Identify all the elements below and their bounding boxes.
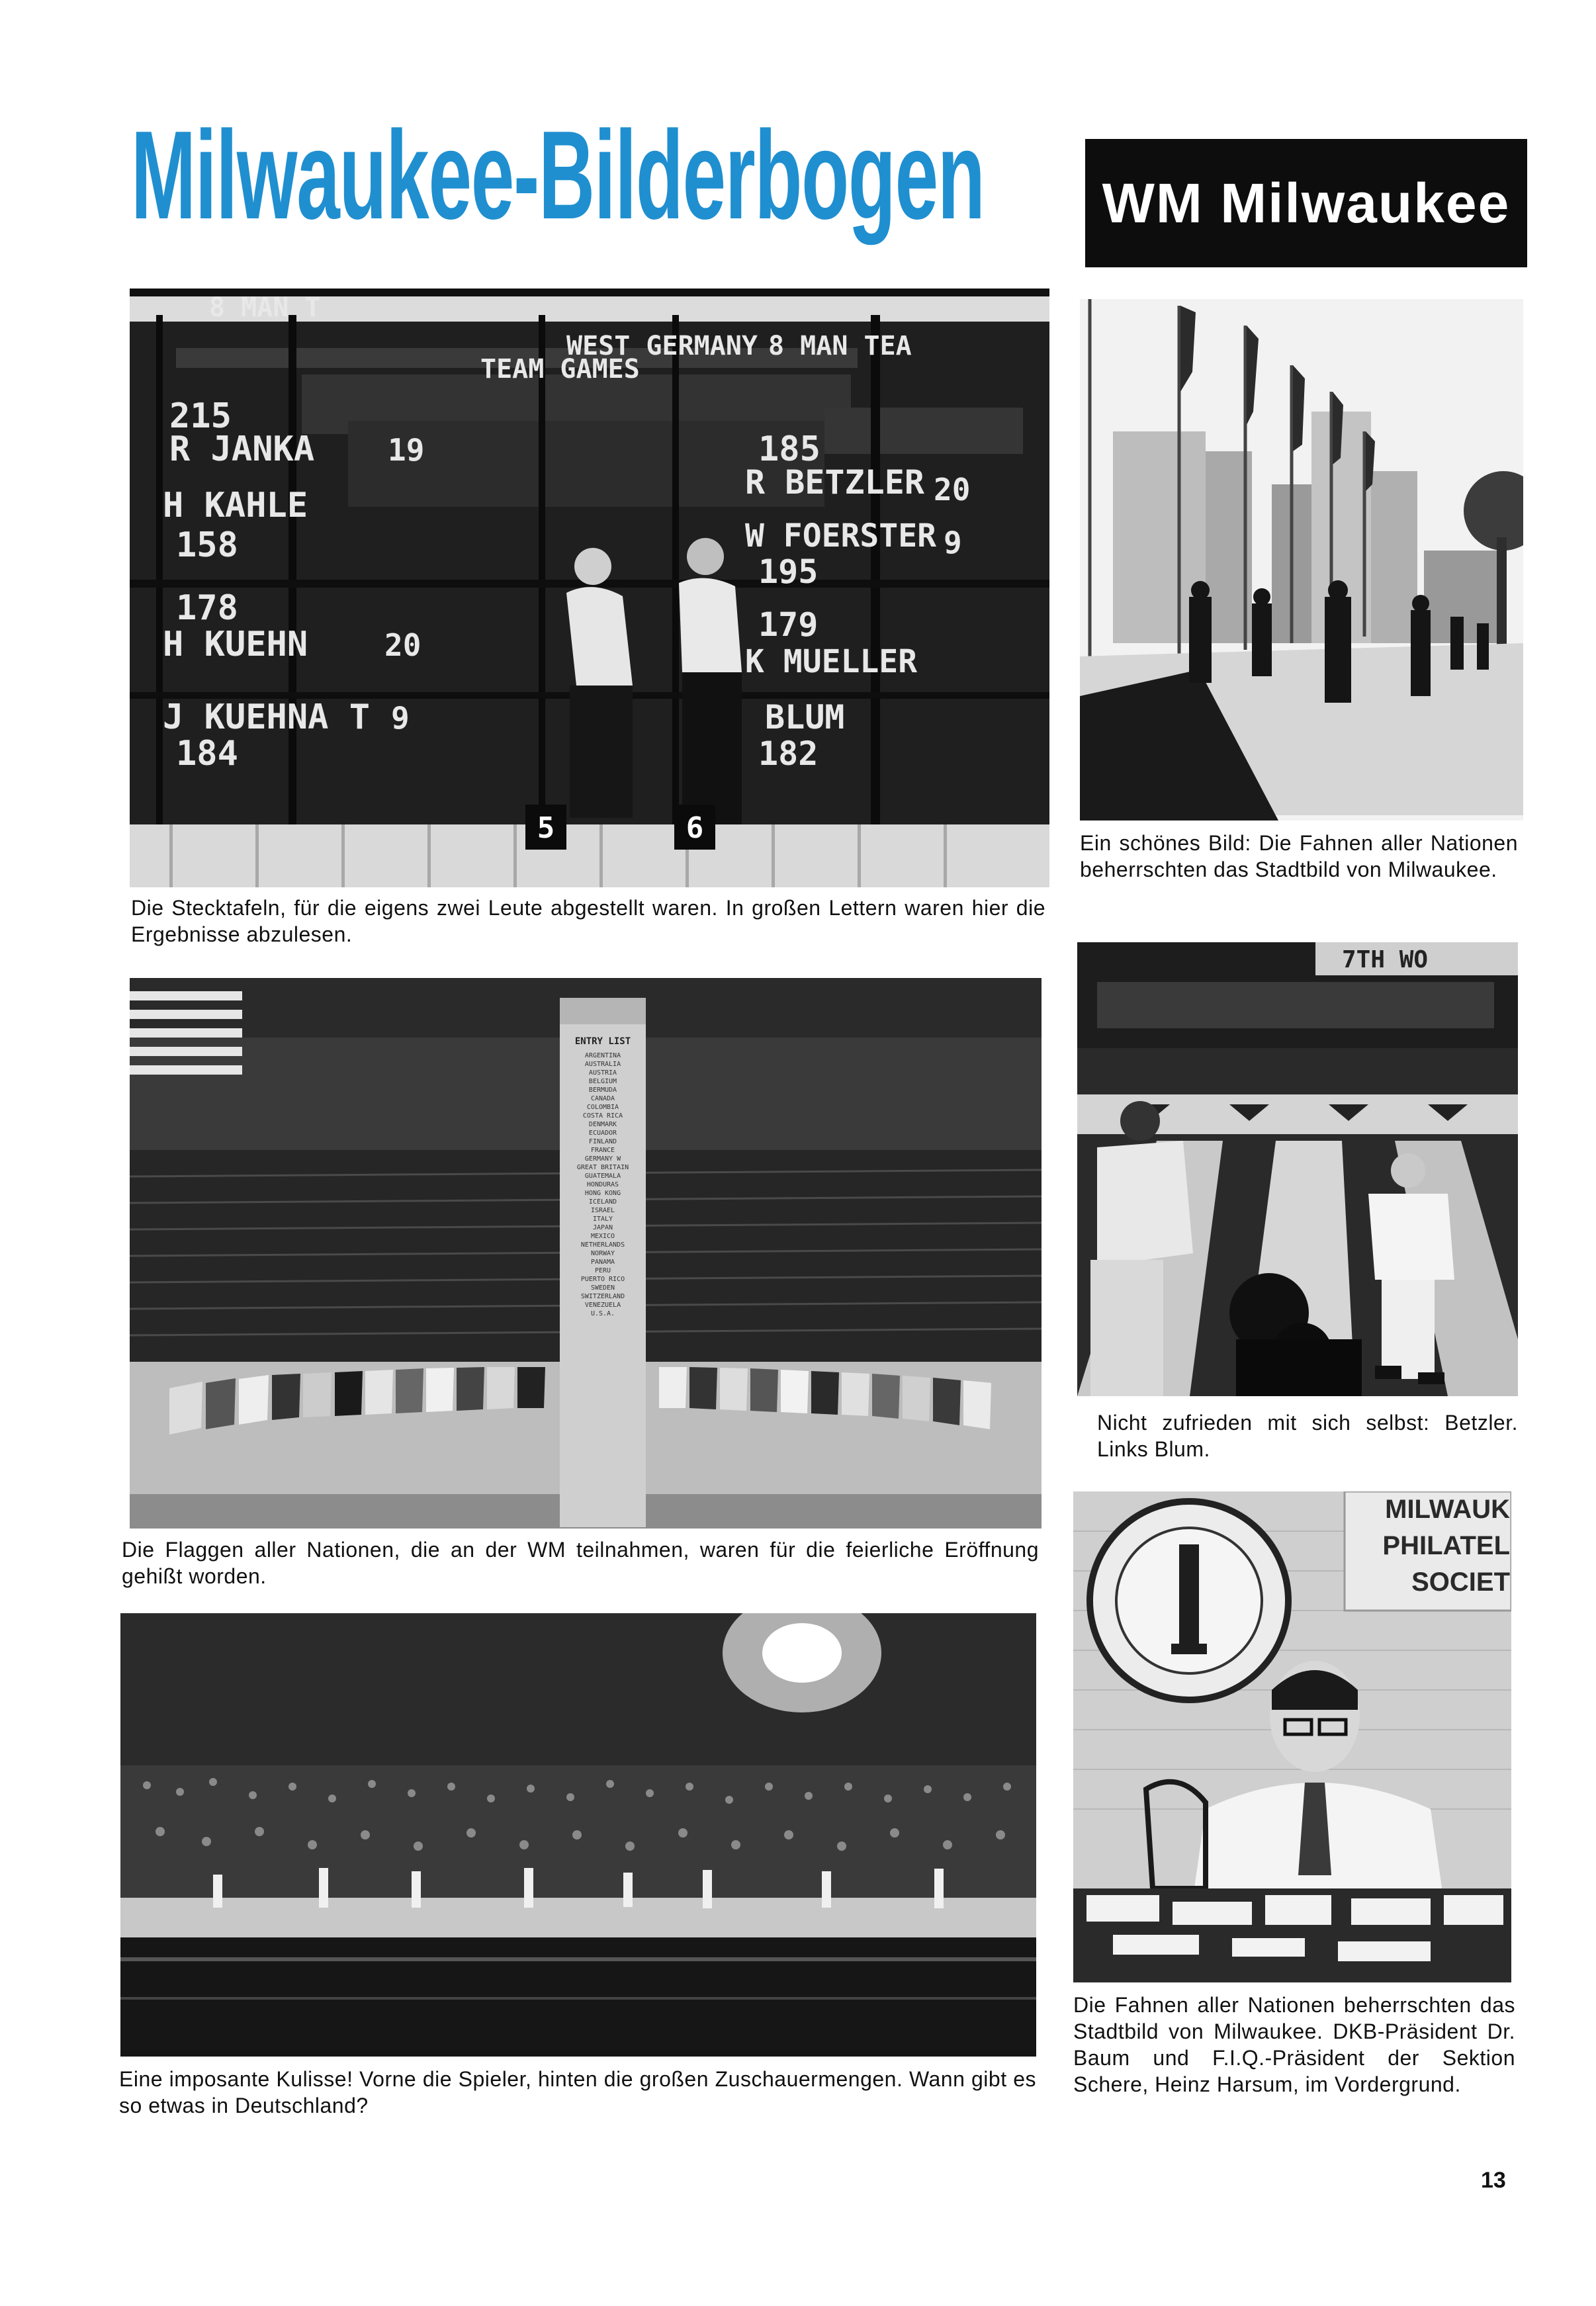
banner-country: HONG KONG — [584, 1190, 621, 1197]
photo-flags-street — [1080, 299, 1523, 820]
caption-philately: Die Fahnen aller Nationen beherrschten das Stadtbild von Milwaukee. DKB-Präsident Dr. Baum und F.I.Q.-Präsident der Sektion Schere, Heinz Harsum, im Vordergrund. — [1073, 1993, 1515, 2096]
banner-country: AUSTRIA — [588, 1069, 617, 1077]
board-text: H KAHLE — [163, 486, 308, 525]
photo-crowd — [120, 1613, 1036, 2057]
photo-arena-flags — [130, 978, 1042, 1529]
banner-country: U.S.A. — [590, 1310, 615, 1317]
board-text: 8 MAN TEA — [768, 331, 912, 361]
banner-country: VENEZUELA — [584, 1302, 621, 1309]
banner-country: ECUADOR — [588, 1130, 617, 1137]
sign-text: MILWAUK — [1385, 1495, 1510, 1524]
banner-country: ISRAEL — [590, 1207, 615, 1214]
board-text: 195 — [758, 553, 819, 591]
board-text: 9 — [391, 700, 410, 736]
banner-country: ITALY — [592, 1216, 613, 1223]
board-text: WEST GERMANY — [566, 331, 758, 361]
board-text: 19 — [388, 432, 425, 468]
sign-text: SOCIET — [1411, 1568, 1510, 1597]
photo-philately — [1073, 1491, 1511, 1982]
page-title: Milwaukee-Bilderbogen — [131, 105, 985, 245]
section-tag: WM Milwaukee — [1085, 139, 1527, 267]
banner-country: SWITZERLAND — [580, 1293, 625, 1300]
caption-crowd: Eine imposante Kulisse! Vorne die Spieler, hinten die großen Zuschauermengen. Wann gibt es so etwas in Deutschland? — [119, 2067, 1036, 2117]
board-text: R BETZLER — [745, 463, 924, 502]
sign-text: PHILATEL — [1382, 1531, 1510, 1560]
banner-country: HONDURAS — [586, 1181, 619, 1188]
board-text: H KUEHN — [163, 625, 308, 664]
board-text: J KUEHNA T — [163, 697, 371, 737]
caption-betzler: Nicht zufrieden mit sich selbst: Betzler. Links Blum. — [1097, 1411, 1518, 1461]
banner-country: SWEDEN — [590, 1284, 615, 1292]
crowd-image — [120, 1613, 1036, 2057]
board-text: BLUM — [765, 698, 845, 736]
banner-country: NETHERLANDS — [580, 1241, 625, 1249]
banner-country: PUERTO RICO — [580, 1276, 625, 1283]
banner-country: NORWAY — [590, 1250, 615, 1257]
scoreboard-image — [130, 288, 1049, 887]
banner-country: GERMANY W — [584, 1155, 621, 1163]
photo-betzler — [1077, 942, 1518, 1396]
banner-country: CANADA — [590, 1095, 615, 1102]
banner-country: DENMARK — [588, 1121, 617, 1128]
caption-scoreboard: Die Stecktafeln, für die eigens zwei Leute abgestellt waren. In großen Lettern waren hier die Ergebnisse abzulesen. — [131, 896, 1045, 946]
board-text: 9 — [944, 525, 962, 560]
banner-title: ENTRY LIST — [574, 1036, 631, 1047]
banner-country: ARGENTINA — [584, 1052, 621, 1059]
board-text: R JANKA — [169, 429, 315, 469]
banner-country: MEXICO — [590, 1233, 615, 1240]
board-text: 20 — [384, 627, 421, 663]
banner-country: ICELAND — [588, 1198, 617, 1206]
board-text: 182 — [758, 734, 819, 773]
board-text: K MUELLER — [745, 643, 918, 680]
board-text: 184 — [176, 734, 238, 774]
board-text: 215 — [169, 396, 232, 436]
board-text: 7TH WO — [1342, 946, 1429, 973]
board-text: 185 — [758, 429, 820, 469]
photo-scoreboard — [130, 288, 1049, 887]
banner-country: BERMUDA — [588, 1086, 617, 1094]
street-image — [1080, 299, 1523, 820]
banner-country: BELGIUM — [588, 1078, 617, 1085]
banner-country: PERU — [594, 1267, 611, 1274]
board-text: 158 — [176, 525, 238, 565]
lane-number: 6 — [686, 811, 704, 845]
banner-country: PANAMA — [590, 1259, 615, 1266]
banner-country: GREAT BRITAIN — [576, 1164, 629, 1171]
banner-country: FINLAND — [588, 1138, 617, 1145]
arena-image — [130, 978, 1042, 1529]
banner-country: COLOMBIA — [586, 1104, 619, 1111]
board-text: 179 — [758, 605, 819, 644]
board-text: 178 — [176, 588, 238, 628]
caption-flags-street: Ein schönes Bild: Die Fahnen aller Nationen beherrschten das Stadtbild von Milwaukee. — [1080, 831, 1518, 881]
board-text: 8 MAN T — [209, 292, 321, 323]
banner-country: JAPAN — [592, 1224, 613, 1231]
lanes-image — [1077, 942, 1518, 1396]
board-text: W FOERSTER — [745, 517, 936, 554]
page-number: 13 — [1481, 2168, 1506, 2193]
banner-country: FRANCE — [590, 1147, 615, 1154]
banner-country: AUSTRALIA — [584, 1061, 621, 1068]
caption-arena-flags: Die Flaggen aller Nationen, die an der WM teilnahmen, waren für die feierliche Eröffnung gehißt worden. — [122, 1538, 1039, 1588]
banner-country: COSTA RICA — [582, 1112, 623, 1120]
lane-number: 5 — [537, 811, 555, 845]
board-text: 20 — [934, 472, 971, 508]
philately-image — [1073, 1491, 1511, 1982]
banner-country: GUATEMALA — [584, 1173, 621, 1180]
board-text: TEAM GAMES — [480, 354, 640, 384]
